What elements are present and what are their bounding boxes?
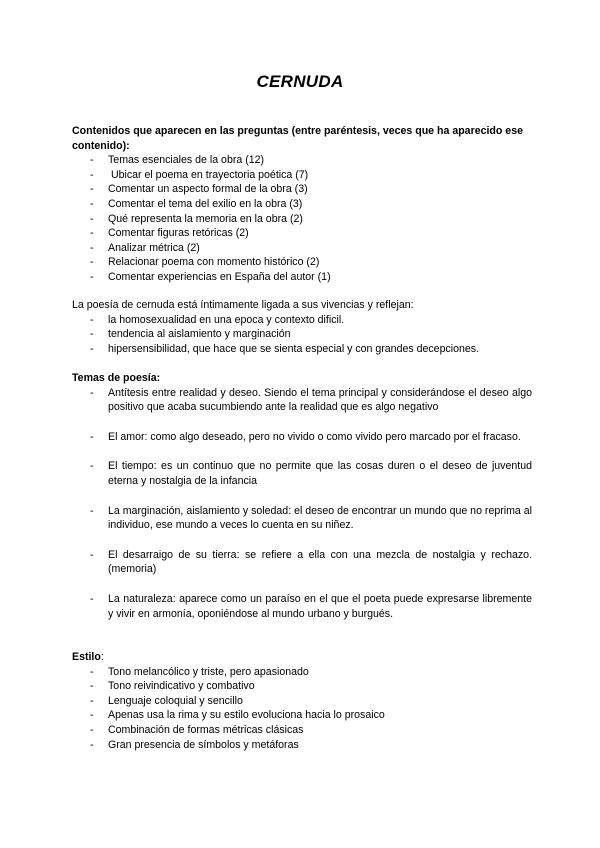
style-heading: Estilo (72, 651, 101, 663)
list-item: - Tono melancólico y triste, pero apasionado (72, 665, 532, 680)
list-item: - la homosexualidad en una epoca y contexto dificil. (72, 313, 532, 328)
list-item: - Lenguaje coloquial y sencillo (72, 694, 532, 709)
list-item: - El amor: como algo deseado, pero no vivido o como vivido pero marcado por el fracaso. (72, 430, 532, 445)
list-item: - Comentar un aspecto formal de la obra (3) (72, 182, 532, 197)
themes-heading: Temas de poesía: (72, 372, 161, 384)
page-title: CERNUDA (256, 72, 344, 91)
list-item: - Comentar figuras retóricas (2) (72, 226, 532, 241)
list-item: - tendencia al aislamiento y marginación (72, 327, 532, 342)
contents-heading: Contenidos que aparecen en las preguntas (entre paréntesis, veces que ha aparecido ese contenido): (72, 125, 523, 152)
list-item: - Antítesis entre realidad y deseo. Siendo el tema principal y considerándose el deseo algo positivo que acaba sucumbiendo ante la realidad que es algo negativo (72, 386, 532, 415)
list-item: - Combinación de formas métricas clásicas (72, 723, 532, 738)
intro-text: La poesía de cernuda está íntimamente ligada a sus vivencias y reflejan: (72, 299, 414, 311)
style-section (72, 650, 532, 752)
list-item: - Tono reivindicativo y combativo (72, 679, 532, 694)
list-item: - Temas esenciales de la obra (12) (72, 153, 532, 168)
list-item: - El tiempo: es un continuo que no permite que las cosas duren o el deseo de juventud eterna y nostalgia de la infancia (72, 459, 532, 488)
list-item: - Gran presencia de símbolos y metáforas (72, 738, 532, 753)
list-item: - Relacionar poema con momento histórico (2) (72, 255, 532, 270)
intro-list (72, 313, 532, 357)
style-list (72, 665, 532, 753)
list-item: - Apenas usa la rima y su estilo evoluciona hacia lo prosaico (72, 708, 532, 723)
themes-section (72, 371, 532, 621)
list-item: - La marginación, aislamiento y soledad: el deseo de encontrar un mundo que no reprima al individuo, ese mundo a veces lo cuenta en su niñez. (72, 504, 532, 533)
themes-list (72, 386, 532, 622)
contents-list (72, 153, 532, 284)
list-item: - El desarraigo de su tierra: se refiere a ella con una mezcla de nostalgia y rechazo.(memoria) (72, 548, 532, 577)
intro-section (72, 298, 532, 356)
list-item: - La naturaleza: aparece como un paraíso en el que el poeta puede expresarse libremente y vivir en armonía, oponiéndose al mundo urbano y burgués. (72, 592, 532, 621)
list-item: - Comentar experiencias en España del autor (1) (72, 270, 532, 285)
style-heading-line (72, 650, 532, 665)
list-item: - Ubicar el poema en trayectoria poética (7) (72, 168, 532, 183)
list-item: - Qué representa la memoria en la obra (2) (72, 212, 532, 227)
list-item: - hipersensibilidad, que hace que se sienta especial y con grandes decepciones. (72, 342, 532, 357)
list-item: - Comentar el tema del exilio en la obra (3) (72, 197, 532, 212)
style-heading-colon: : (100, 651, 104, 663)
contents-section (72, 124, 532, 285)
list-item: - Analizar métrica (2) (72, 241, 532, 256)
